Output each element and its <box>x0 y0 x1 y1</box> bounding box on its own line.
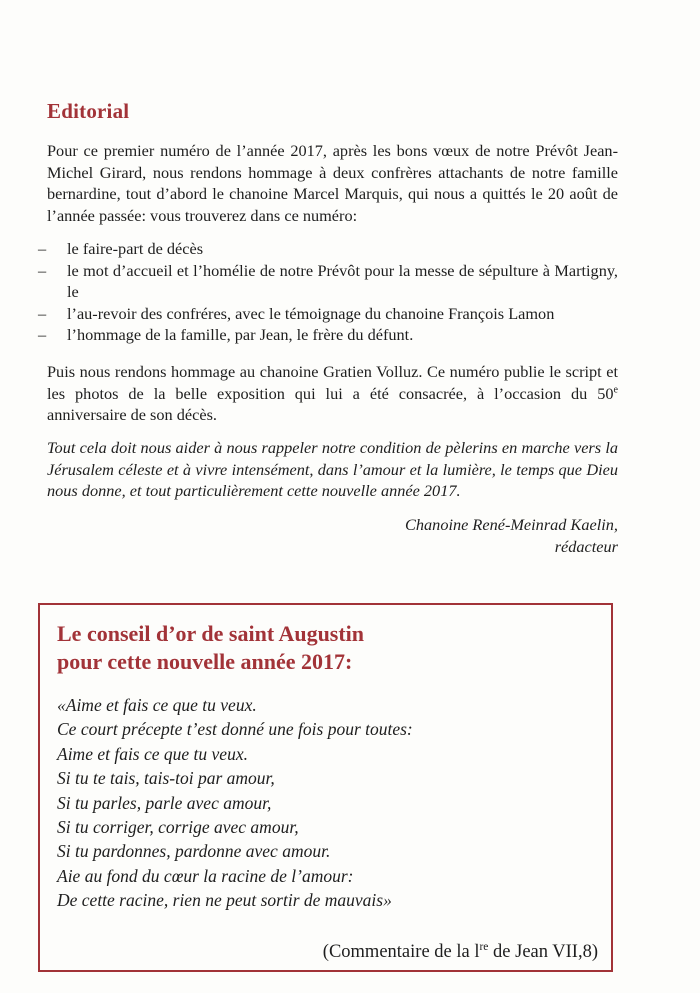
ordinal-superscript: e <box>613 384 618 396</box>
editorial-title: Editorial <box>47 99 130 123</box>
list-item-text: l’hommage de la famille, par Jean, le frère du défunt. <box>67 325 414 344</box>
dash-bullet: – <box>38 325 47 344</box>
box-title-line-2: pour cette nouvelle année 2017: <box>57 649 353 674</box>
citation-superscript: re <box>479 940 489 953</box>
citation-text-end: de Jean VII,8) <box>488 942 598 962</box>
list-item-text: le mot d’accueil et l’homélie de notre Prévôt pour la messe de sépulture à Martigny, le <box>67 260 618 301</box>
quote-line: Si tu corriger, corrige avec amour, <box>57 817 299 838</box>
dash-bullet: – <box>38 239 47 258</box>
paragraph-2-text-end: anniversaire de son décès. <box>47 405 217 424</box>
list-item-text: le faire-part de décès <box>67 239 204 258</box>
list-item <box>38 303 618 325</box>
citation-text: (Commentaire de la l <box>322 942 480 962</box>
signature <box>405 514 618 557</box>
signature-role: rédacteur <box>554 536 618 556</box>
editorial-paragraph-3: Tout cela doit nous aider à nous rappeler notre condition de pèlerins en marche vers la Jérusalem céleste et à vivre intensément, dans l’amour et la lumière, le temps que Dieu nous donne, et tout particulièrement cette nouvelle année 2017. <box>47 438 618 500</box>
quote-line: «Aime et fais ce que tu veux. <box>57 695 257 715</box>
list-item-text: l’au-revoir des confréres, avec le témoignage du chanoine François Lamon <box>67 303 555 323</box>
box-title-line-1: Le conseil d’or de saint Augustin <box>57 621 365 646</box>
editorial-paragraph-2 <box>47 361 618 426</box>
quote-line: Si tu parles, parle avec amour, <box>57 792 272 813</box>
dash-bullet: – <box>38 303 47 323</box>
signature-name: Chanoine René-Meinrad Kaelin, <box>405 515 618 534</box>
quote-line: Aime et fais ce que tu veux. <box>57 743 248 764</box>
contents-list <box>38 238 618 346</box>
quote-line: Aie au fond du cœur la racine de l’amour: <box>57 865 354 886</box>
augustine-quote <box>57 693 413 913</box>
quote-line: Ce court précepte t’est donné une fois pour toutes: <box>57 719 413 740</box>
editorial-paragraph-1: Pour ce premier numéro de l’année 2017, après les bons vœux de notre Prévôt Jean-Michel Girard, nous rendons hommage à deux confrères attachants de notre famille bernardine, tout d’abord le chanoine Marcel Marquis, qui nous a quittés le 20 août de l’année passée: vous trouverez dans ce numéro: <box>47 141 618 225</box>
dash-bullet: – <box>38 260 47 280</box>
quote-line: Si tu pardonnes, pardonne avec amour. <box>57 841 331 862</box>
quote-line: Si tu te tais, tais-toi par amour, <box>57 768 275 789</box>
quote-citation <box>323 940 598 964</box>
box-title <box>57 620 364 676</box>
list-item <box>38 324 618 346</box>
list-item <box>38 260 618 303</box>
list-item <box>38 238 618 260</box>
paragraph-2-text: Puis nous rendons hommage au chanoine Gratien Volluz. Ce numéro publie le script et les photos de la belle exposition qui lui a été consacrée, à l’occasion du 50 <box>47 362 618 403</box>
quote-line: De cette racine, rien ne peut sortir de mauvais» <box>57 890 392 911</box>
